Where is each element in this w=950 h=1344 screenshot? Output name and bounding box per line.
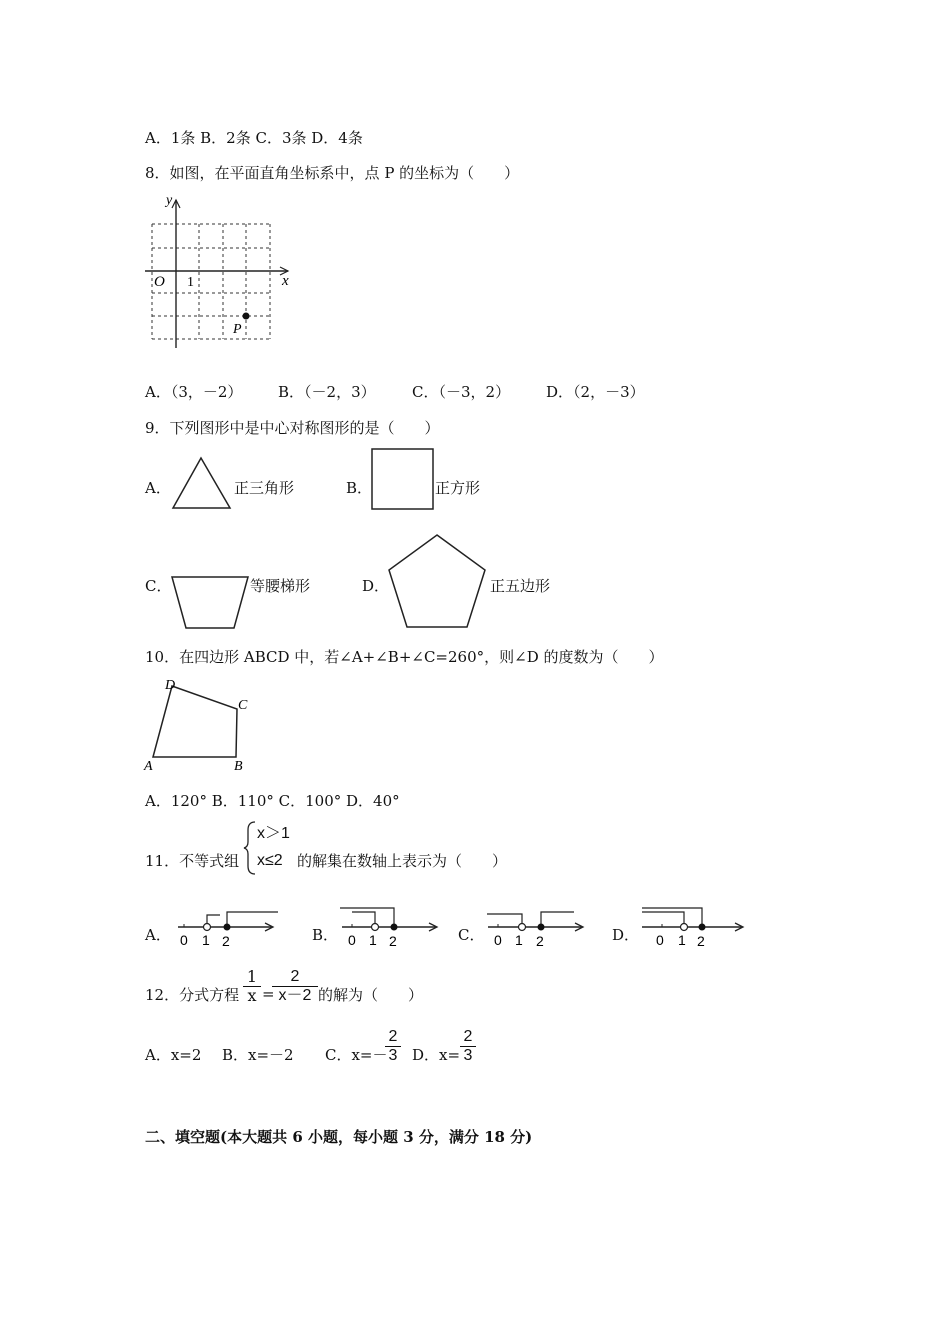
q12-option-b: B．x=－2 <box>222 1046 294 1064</box>
q9-stem: 9．下列图形中是中心对称图形的是（ ） <box>145 419 440 437</box>
q8-option-c: C．（－3，2） <box>412 383 511 401</box>
q9-d-letter: D． <box>362 577 390 595</box>
x-axis-label: x <box>282 273 289 289</box>
svg-text:1: 1 <box>678 932 686 948</box>
svg-text:0: 0 <box>656 932 664 948</box>
svg-text:0: 0 <box>494 932 502 948</box>
q8-stem: 8．如图，在平面直角坐标系中，点 P 的坐标为（ ） <box>145 164 520 182</box>
system-brace <box>243 820 257 876</box>
svg-text:2: 2 <box>389 933 397 949</box>
q8-coordinate-figure <box>140 192 300 357</box>
q7-options: A．1条 B．2条 C．3条 D．4条 <box>145 129 363 147</box>
pentagon-shape <box>386 532 490 632</box>
q9-d-name: 正五边形 <box>490 577 551 595</box>
q9-a-letter: A． <box>145 479 171 497</box>
q9-c-name: 等腰梯形 <box>250 577 311 595</box>
origin-label: O <box>154 274 165 290</box>
y-axis-label: y <box>166 193 173 208</box>
triangle-shape <box>170 455 234 513</box>
isosceles-trapezoid-shape <box>170 574 252 632</box>
q12-option-d: D．x= <box>412 1046 461 1064</box>
vertex-b-label: B <box>234 759 243 774</box>
quadrilateral-figure <box>140 672 260 777</box>
number-line-a <box>170 910 280 950</box>
q12-option-c-fraction: $\frac{2}{3}$ <box>385 1028 401 1065</box>
section-2-heading: 二、填空题(本大题共 6 小题，每小题 3 分，满分 18 分) <box>145 1128 533 1146</box>
q12-prefix: 12．分式方程 <box>145 986 240 1004</box>
vertex-a-label: A <box>144 759 153 774</box>
q11-letter-a: A． <box>145 926 171 944</box>
svg-text:0: 0 <box>180 932 188 948</box>
inequality-2: x≤2 <box>257 852 283 869</box>
square-shape <box>370 447 436 511</box>
q9-c-letter: C． <box>145 577 172 595</box>
vertex-c-label: C <box>238 698 248 713</box>
q12-option-a: A．x=2 <box>145 1046 202 1064</box>
svg-text:0: 0 <box>348 932 356 948</box>
q12-suffix: 的解为（ ） <box>318 986 424 1004</box>
unit-label: 1 <box>187 275 194 290</box>
q11-suffix: 的解集在数轴上表示为（ ） <box>297 852 508 870</box>
q12-equals: = <box>262 985 275 1003</box>
q9-a-name: 正三角形 <box>234 479 295 497</box>
q10-stem: 10．在四边形 ABCD 中，若∠A+∠B+∠C=260°，则∠D 的度数为（ ） <box>145 648 664 666</box>
q9-b-name: 正方形 <box>435 479 481 497</box>
svg-text:2: 2 <box>536 933 544 949</box>
point-p-label: P <box>233 322 242 337</box>
svg-text:1: 1 <box>202 932 210 948</box>
q11-letter-b: B． <box>312 926 339 944</box>
q12-option-c: C．x=－ <box>325 1046 388 1064</box>
q11-prefix: 11．不等式组 <box>145 852 240 870</box>
point-p-marker <box>243 313 250 320</box>
number-line-d <box>638 906 750 950</box>
q12-option-d-fraction: $\frac{2}{3}$ <box>460 1028 476 1065</box>
q12-fraction-1: $\frac{1}{x}$ <box>243 968 261 1005</box>
q11-letter-d: D． <box>612 926 640 944</box>
q10-options: A．120° B．110° C．100° D．40° <box>145 792 400 810</box>
svg-text:1: 1 <box>369 932 377 948</box>
svg-text:2: 2 <box>222 933 230 949</box>
svg-text:1: 1 <box>515 932 523 948</box>
q8-option-b: B．（－2，3） <box>278 383 376 401</box>
number-line-c <box>484 910 590 950</box>
q9-b-letter: B． <box>346 479 373 497</box>
q12-fraction-2: $\frac{2}{x-2}$ <box>272 968 318 1005</box>
number-line-b <box>338 906 444 950</box>
inequality-1: x＞1 <box>257 825 290 842</box>
q8-option-a: A．（3，－2） <box>145 383 243 401</box>
q11-letter-c: C． <box>458 926 485 944</box>
svg-text:2: 2 <box>697 933 705 949</box>
q8-option-d: D．（2，－3） <box>546 383 645 401</box>
vertex-d-label: D <box>165 678 176 693</box>
